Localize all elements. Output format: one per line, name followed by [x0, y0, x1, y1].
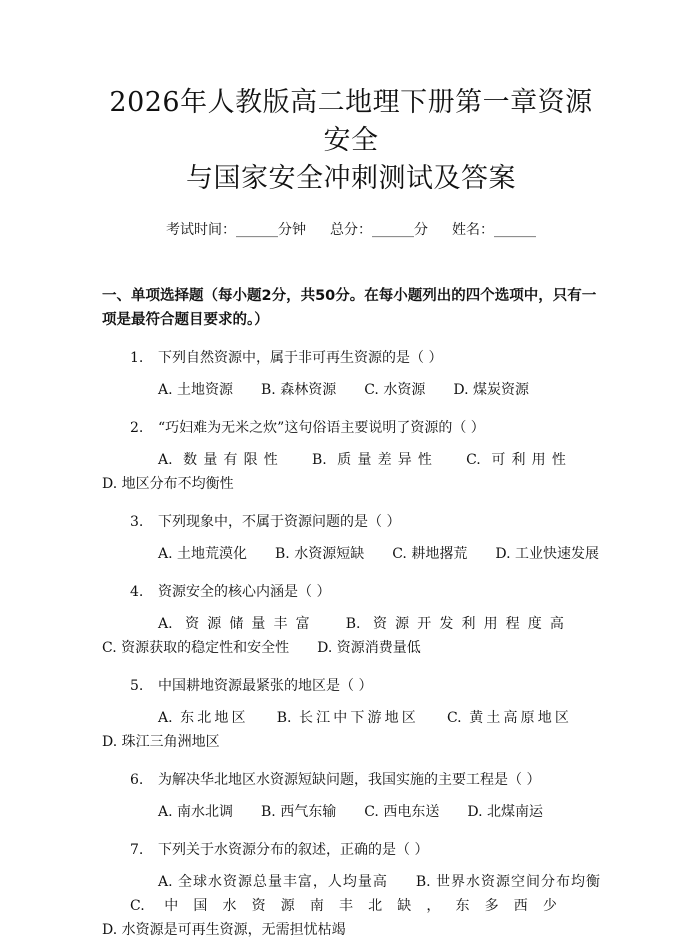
option-b: B. 长江中下游地区 — [276, 710, 419, 726]
title-line-1: 2026年人教版高二地理下册第一章资源安全 — [109, 87, 593, 156]
option-d: D. 水资源是可再生资源，无需担忧枯竭 — [102, 922, 346, 938]
question-number: 4. — [130, 584, 144, 600]
option-b: B. 质量差异性 — [311, 452, 439, 468]
total-score-label: 总分：______分 — [330, 222, 428, 238]
option-b: B. 西气东输 — [261, 804, 337, 820]
option-d: D. 北煤南运 — [467, 804, 543, 820]
title-line-2: 与国家安全冲刺测试及答案 — [186, 163, 516, 194]
option-b: B. 森林资源 — [261, 382, 337, 398]
question-number: 7. — [130, 842, 144, 858]
exam-meta — [102, 220, 600, 240]
section-heading: 一、单项选择题（每小题2分，共50分。在每小题列出的四个选项中，只有一项是最符合题目要求的。） — [102, 288, 597, 328]
question-stem — [102, 838, 600, 862]
question-number: 1. — [130, 350, 144, 366]
option-b: B. 世界水资源空间分布均衡 — [415, 874, 600, 890]
question-text: 下列现象中，不属于资源问题的是（ ） — [158, 514, 401, 530]
question-options — [102, 870, 600, 942]
question-stem — [102, 674, 600, 698]
question-item — [102, 768, 600, 824]
option-c: C. 可利用性 — [466, 452, 572, 468]
question-text: 中国耕地资源最紧张的地区是（ ） — [158, 678, 373, 694]
question-item — [102, 346, 600, 402]
option-d: D. 工业快速发展 — [495, 546, 599, 562]
document-title — [102, 84, 600, 198]
question-stem — [102, 510, 600, 534]
question-text: 下列关于水资源分布的叙述，正确的是（ ） — [158, 842, 429, 858]
option-a: A. 南水北调 — [158, 804, 234, 820]
question-stem — [102, 416, 600, 440]
question-number: 3. — [130, 514, 144, 530]
option-b: B. 水资源短缺 — [275, 546, 365, 562]
question-item — [102, 580, 600, 660]
question-options — [102, 378, 600, 402]
option-a: A. 全球水资源总量丰富，人均量高 — [158, 874, 388, 890]
student-name-label: 姓名：______ — [452, 222, 536, 238]
question-item — [102, 838, 600, 942]
option-d: D. 地区分布不均衡性 — [102, 476, 234, 492]
question-options — [102, 448, 600, 496]
question-stem — [102, 346, 600, 370]
option-a: A. 东北地区 — [158, 710, 249, 726]
question-text: 资源安全的核心内涵是（ ） — [158, 584, 331, 600]
option-c: C. 西电东送 — [364, 804, 440, 820]
option-b: B. 资源开发利用程度高 — [345, 616, 572, 632]
option-a: A. 土地荒漠化 — [158, 546, 248, 562]
question-item — [102, 674, 600, 754]
question-number: 5. — [130, 678, 144, 694]
question-text: 下列自然资源中，属于非可再生资源的是（ ） — [158, 350, 443, 366]
question-text: 为解决华北地区水资源短缺问题，我国实施的主要工程是（ ） — [158, 772, 541, 788]
option-c: C. 资源获取的稳定性和安全性 — [102, 640, 290, 656]
exam-time-label: 考试时间：______分钟 — [166, 222, 306, 238]
question-text: “巧妇难为无米之炊”这句俗语主要说明了资源的（ ） — [158, 420, 485, 436]
question-stem — [102, 768, 600, 792]
question-number: 6. — [130, 772, 144, 788]
option-d: D. 煤炭资源 — [453, 382, 529, 398]
question-options — [102, 542, 600, 566]
question-item — [102, 416, 600, 496]
option-a: A. 数量有限性 — [158, 452, 284, 468]
option-c: C. 黄土高原地区 — [446, 710, 572, 726]
option-d: D. 资源消费量低 — [317, 640, 421, 656]
question-item — [102, 510, 600, 566]
option-a: A. 土地资源 — [158, 382, 234, 398]
question-options — [102, 800, 600, 824]
question-number: 2. — [130, 420, 144, 436]
option-c: C. 水资源 — [364, 382, 426, 398]
question-list — [102, 346, 600, 942]
option-a: A. 资源储量丰富 — [158, 616, 318, 632]
question-options — [102, 612, 600, 660]
question-stem — [102, 580, 600, 604]
option-c: C. 中国水资源南丰北缺，东多西少 — [130, 898, 572, 914]
option-c: C. 耕地撂荒 — [392, 546, 468, 562]
question-options — [102, 706, 600, 754]
option-d: D. 珠江三角洲地区 — [102, 734, 220, 750]
